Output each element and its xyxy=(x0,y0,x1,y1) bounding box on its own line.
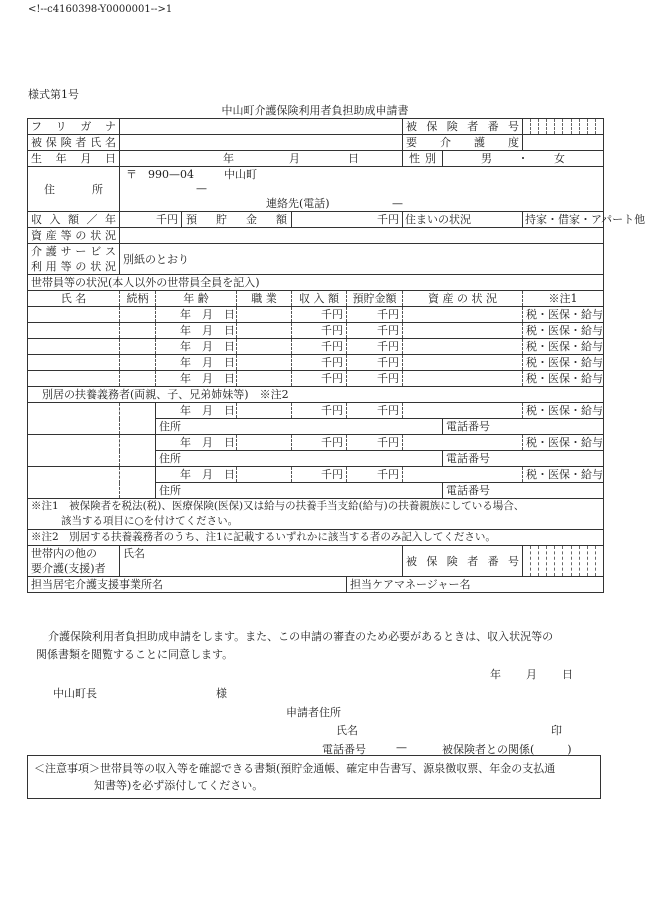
birth-date-label: 生 年 月 日 xyxy=(28,151,120,167)
document-code: <!--c4160398-Y0000001-->1 xyxy=(28,4,173,15)
contact-label: 連絡先(電話) xyxy=(266,197,330,210)
dependent-assets-cell[interactable] xyxy=(403,435,523,451)
sex-separator: ・ xyxy=(517,152,529,165)
dependent-phone-cell[interactable]: 電話番号 xyxy=(443,419,604,435)
applicant-address-label: 申請者住所 xyxy=(286,706,341,719)
postal-code: 〒 990—04 xyxy=(126,168,194,181)
household-name-cell[interactable] xyxy=(28,339,120,355)
household-relation-cell[interactable] xyxy=(120,323,156,339)
other-care-insured-number-label: 被保険者番号 xyxy=(403,546,523,577)
household-age-cell[interactable]: 年 月 日 xyxy=(156,339,237,355)
insured-name-label: 被保険者氏名 xyxy=(28,135,120,151)
applicant-phone-label: 電話番号 xyxy=(322,743,366,756)
address-label: 住 所 xyxy=(28,167,120,212)
household-row[interactable] xyxy=(28,371,604,387)
dependent-address-cell[interactable]: 住所 xyxy=(156,419,443,435)
household-assets-cell[interactable] xyxy=(403,323,523,339)
income-unit: 千円 xyxy=(156,213,178,226)
household-header-job: 職 業 xyxy=(237,291,292,307)
household-name-cell[interactable] xyxy=(28,371,120,387)
dependent-row[interactable] xyxy=(28,435,604,451)
birth-day-unit: 日 xyxy=(348,152,359,165)
dependent-job-cell[interactable] xyxy=(237,467,292,483)
household-title: 世帯員等の状況(本人以外の世帯員全員を記入) xyxy=(28,275,604,291)
other-care-label-line1: 世帯内の他の xyxy=(31,547,97,560)
address-dash: — xyxy=(196,182,207,195)
household-relation-cell[interactable] xyxy=(120,371,156,387)
household-income-cell[interactable]: 千円 xyxy=(292,323,347,339)
dependent-income-cell[interactable]: 千円 xyxy=(292,403,347,419)
town-name: 中山町 xyxy=(224,168,257,181)
income-field[interactable] xyxy=(120,212,182,228)
household-header-name: 氏 名 xyxy=(28,291,120,307)
assets-field[interactable] xyxy=(120,228,604,244)
consent-line1: 介護保険利用者負担助成申請をします。また、この申請の審査のため必要があるときは、収入状況等の xyxy=(48,630,554,643)
household-tax-cell[interactable]: 税・医保・給与 xyxy=(523,323,604,339)
service-field[interactable]: 別紙のとおり xyxy=(120,244,604,275)
service-label-line1: 介護サービス xyxy=(31,245,116,258)
note1-line2: 該当する項目に○を付けてください。 xyxy=(61,515,239,527)
household-name-cell[interactable] xyxy=(28,307,120,323)
sex-field[interactable] xyxy=(443,151,604,167)
dependent-address-cell[interactable]: 住所 xyxy=(156,483,443,499)
note1 xyxy=(28,499,604,530)
note1-line1: ※注1 被保険者を税法(税)、医療保険(医保)又は給与の扶養手当支給(給与)の扶養親族にしている場合、 xyxy=(31,500,525,512)
dependent-relation-cell[interactable] xyxy=(120,467,156,499)
household-row[interactable] xyxy=(28,307,604,323)
household-header-age: 年 齢 xyxy=(156,291,237,307)
residence-options[interactable]: 持家・借家・アパート他 xyxy=(523,212,604,228)
household-tax-cell[interactable]: 税・医保・給与 xyxy=(523,307,604,323)
residence-label: 住まいの状況 xyxy=(403,212,523,228)
dependent-savings-cell[interactable]: 千円 xyxy=(347,403,403,419)
application-form-table xyxy=(27,118,645,593)
household-savings-cell[interactable]: 千円 xyxy=(347,307,403,323)
household-relation-cell[interactable] xyxy=(120,355,156,371)
household-income-cell[interactable]: 千円 xyxy=(292,339,347,355)
dependent-job-cell[interactable] xyxy=(237,403,292,419)
household-row[interactable] xyxy=(28,355,604,371)
insured-number-field[interactable] xyxy=(523,119,604,135)
household-relation-cell[interactable] xyxy=(120,339,156,355)
household-age-cell[interactable]: 年 月 日 xyxy=(156,371,237,387)
household-job-cell[interactable] xyxy=(237,355,292,371)
mayor-label: 中山町長 xyxy=(53,687,97,700)
date-year-unit: 年 xyxy=(490,668,501,681)
household-name-cell[interactable] xyxy=(28,355,120,371)
consent-line2: 関係書類を閲覧することに同意します。 xyxy=(36,648,234,661)
notice-line2: 知書等)を必ず添付してください。 xyxy=(94,779,264,792)
note2: ※注2 別居する扶養義務者のうち、注1に記載するいずれかに該当する者のみ記入してください。 xyxy=(28,530,604,546)
dependents-title: 別居の扶養義務者(両親、子、兄弟姉妹等) ※注2 xyxy=(28,387,604,403)
household-job-cell[interactable] xyxy=(237,339,292,355)
contact-dash: — xyxy=(392,197,403,210)
household-savings-cell[interactable]: 千円 xyxy=(347,339,403,355)
household-header-relation: 続柄 xyxy=(120,291,156,307)
dependent-income-cell[interactable]: 千円 xyxy=(292,467,347,483)
dependent-savings-cell[interactable]: 千円 xyxy=(347,467,403,483)
service-label-line2: 利用等の状況 xyxy=(31,260,116,273)
birth-date-field[interactable] xyxy=(120,151,403,167)
care-manager-field[interactable]: 担当ケアマネージャー名 xyxy=(347,577,604,593)
applicant-name-label: 氏名 xyxy=(336,724,358,737)
household-tax-cell[interactable]: 税・医保・給与 xyxy=(523,355,604,371)
relation-label: 被保険者との関係( ) xyxy=(442,743,572,756)
household-row[interactable] xyxy=(28,339,604,355)
income-label: 収入額／年 xyxy=(28,212,120,228)
household-header-assets: 資 産 の 状 況 xyxy=(403,291,523,307)
dependent-relation-cell[interactable] xyxy=(120,435,156,467)
dependent-age-cell[interactable]: 年 月 日 xyxy=(156,403,237,419)
household-header-savings: 預貯金額 xyxy=(347,291,403,307)
dependent-tax-cell[interactable]: 税・医保・給与 xyxy=(523,467,604,483)
insured-number-label: 被保険者番号 xyxy=(403,119,523,135)
household-row[interactable] xyxy=(28,323,604,339)
dependent-phone-cell[interactable]: 電話番号 xyxy=(443,483,604,499)
household-age-cell[interactable]: 年 月 日 xyxy=(156,323,237,339)
other-care-name-label: 氏名 xyxy=(123,547,145,560)
household-tax-cell[interactable]: 税・医保・給与 xyxy=(523,339,604,355)
birth-month-unit: 月 xyxy=(289,152,300,165)
page-title: 中山町介護保険利用者負担助成申請書 xyxy=(221,104,409,117)
dependent-age-cell[interactable]: 年 月 日 xyxy=(156,467,237,483)
dependent-assets-cell[interactable] xyxy=(403,467,523,483)
household-savings-cell[interactable]: 千円 xyxy=(347,355,403,371)
household-tax-cell[interactable]: 税・医保・給与 xyxy=(523,371,604,387)
date-day-unit: 日 xyxy=(562,668,573,681)
form-number: 様式第1号 xyxy=(28,88,79,101)
dependent-name-cell[interactable] xyxy=(28,467,120,499)
household-header-note1: ※注1 xyxy=(523,291,604,307)
household-name-cell[interactable] xyxy=(28,323,120,339)
household-header-income: 収 入 額 xyxy=(292,291,347,307)
sex-female-option[interactable]: 女 xyxy=(554,152,565,165)
other-care-label-line2: 要介護(支援)者 xyxy=(31,562,106,575)
dependent-address-cell[interactable]: 住所 xyxy=(156,451,443,467)
household-age-cell[interactable]: 年 月 日 xyxy=(156,307,237,323)
household-job-cell[interactable] xyxy=(237,307,292,323)
care-office-field[interactable]: 担当居宅介護支援事業所名 xyxy=(28,577,347,593)
assets-label: 資産等の状況 xyxy=(28,228,120,244)
dependent-tax-cell[interactable]: 税・医保・給与 xyxy=(523,403,604,419)
birth-year-unit: 年 xyxy=(223,152,234,165)
other-care-insured-number-field[interactable] xyxy=(523,546,604,577)
other-care-label xyxy=(28,546,120,577)
care-level-field[interactable] xyxy=(523,135,604,151)
dependent-job-cell[interactable] xyxy=(237,435,292,451)
household-income-cell[interactable]: 千円 xyxy=(292,307,347,323)
service-label xyxy=(28,244,120,275)
household-job-cell[interactable] xyxy=(237,371,292,387)
dependent-name-cell[interactable] xyxy=(28,403,120,435)
dependent-name-cell[interactable] xyxy=(28,435,120,467)
notice-box xyxy=(27,755,601,799)
date-month-unit: 月 xyxy=(526,668,537,681)
furigana-label: フ リ ガ ナ xyxy=(28,119,120,135)
sex-label: 性 別 xyxy=(403,151,443,167)
household-age-cell[interactable]: 年 月 日 xyxy=(156,355,237,371)
furigana-field[interactable] xyxy=(120,119,403,135)
household-income-cell[interactable]: 千円 xyxy=(292,355,347,371)
savings-unit: 千円 xyxy=(377,213,399,226)
seal-mark: 印 xyxy=(551,724,562,737)
household-relation-cell[interactable] xyxy=(120,307,156,323)
other-care-name-field[interactable] xyxy=(120,546,403,577)
dependent-income-cell[interactable]: 千円 xyxy=(292,435,347,451)
household-assets-cell[interactable] xyxy=(403,307,523,323)
care-level-label: 要 介 護 度 xyxy=(403,135,523,151)
household-savings-cell[interactable]: 千円 xyxy=(347,371,403,387)
dependent-row[interactable] xyxy=(28,467,604,483)
household-savings-cell[interactable]: 千円 xyxy=(347,323,403,339)
dependent-tax-cell[interactable]: 税・医保・給与 xyxy=(523,435,604,451)
applicant-phone-dash: — xyxy=(396,741,407,754)
address-field[interactable] xyxy=(120,167,604,212)
savings-field[interactable] xyxy=(292,212,403,228)
savings-label: 預 貯 金 額 xyxy=(182,212,292,228)
dependent-relation-cell[interactable] xyxy=(120,403,156,435)
sex-male-option[interactable]: 男 xyxy=(481,152,492,165)
household-assets-cell[interactable] xyxy=(403,355,523,371)
dependent-row[interactable] xyxy=(28,403,604,419)
notice-line1: ＜注意事項＞世帯員等の収入等を確認できる書類(預貯金通帳、確定申告書写、源泉徴収票、年金の支払通 xyxy=(34,762,556,775)
household-header-row xyxy=(28,291,604,307)
household-assets-cell[interactable] xyxy=(403,339,523,355)
household-job-cell[interactable] xyxy=(237,323,292,339)
dependent-age-cell[interactable]: 年 月 日 xyxy=(156,435,237,451)
honorific: 様 xyxy=(216,687,227,700)
dependent-assets-cell[interactable] xyxy=(403,403,523,419)
insured-name-field[interactable] xyxy=(120,135,403,151)
dependent-phone-cell[interactable]: 電話番号 xyxy=(443,451,604,467)
dependent-savings-cell[interactable]: 千円 xyxy=(347,435,403,451)
household-income-cell[interactable]: 千円 xyxy=(292,371,347,387)
household-assets-cell[interactable] xyxy=(403,371,523,387)
